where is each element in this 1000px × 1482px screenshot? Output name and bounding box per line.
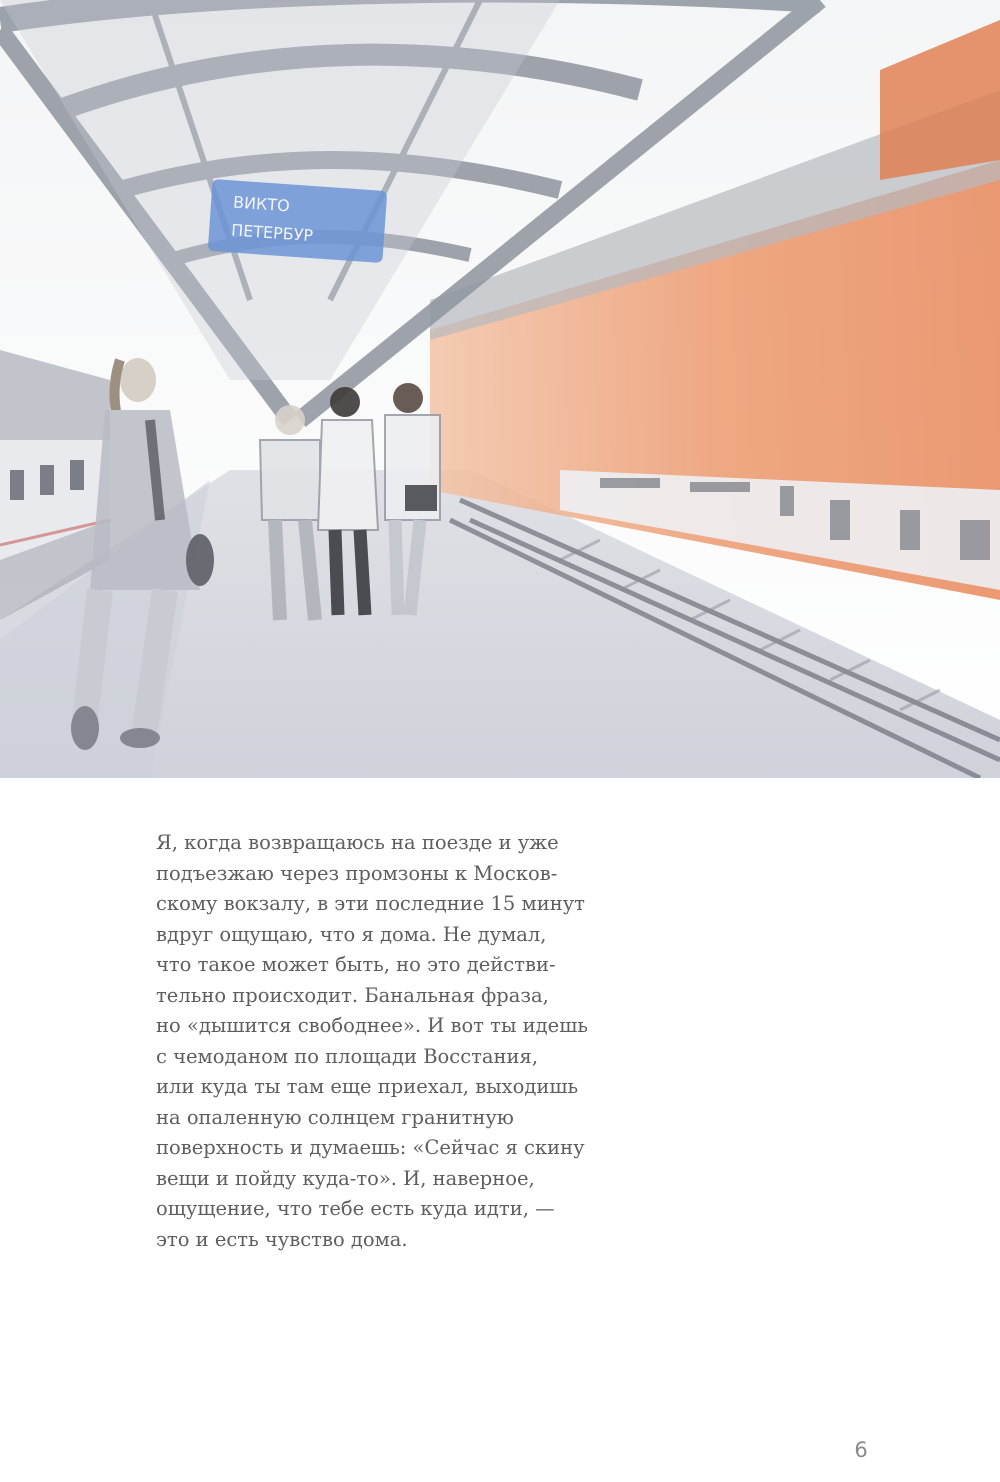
body-line: с чемоданом по площади Восстания, — [156, 1044, 539, 1068]
body-line: но «дышится свободнее». И вот ты идешь — [156, 1014, 588, 1037]
body-line: ощущение, что тебе есть куда идти, — — [156, 1197, 555, 1220]
body-line: на опаленную солнцем гранитную — [156, 1105, 514, 1129]
body-line: тельно происходит. Банальная фраза, — [156, 983, 549, 1007]
body-line: это и есть чувство дома. — [156, 1227, 408, 1251]
body-line: что такое может быть, но это действи- — [156, 953, 556, 976]
body-line: вещи и пойду куда-то». И, наверное, — [156, 1166, 535, 1190]
body-line: или куда ты там еще приехал, выходишь — [156, 1075, 579, 1098]
page-number: 6 — [854, 1438, 868, 1462]
body-line: подъезжаю через промзоны к Москов- — [156, 861, 558, 885]
body-line: скому вокзалу, в эти последние 15 минут — [156, 892, 585, 915]
body-line: Я, когда возвращаюсь на поезде и уже — [156, 831, 559, 854]
station-sign — [208, 179, 388, 263]
body-paragraph — [156, 828, 596, 1255]
station-sign-line-1: ВИКТО — [232, 192, 291, 216]
body-line: поверхность и думаешь: «Сейчас я скину — [156, 1136, 585, 1159]
station-sign-line-2: ПЕТЕРБУР — [230, 220, 314, 246]
body-line: вдруг ощущаю, что я дома. Не думал, — [156, 922, 547, 946]
